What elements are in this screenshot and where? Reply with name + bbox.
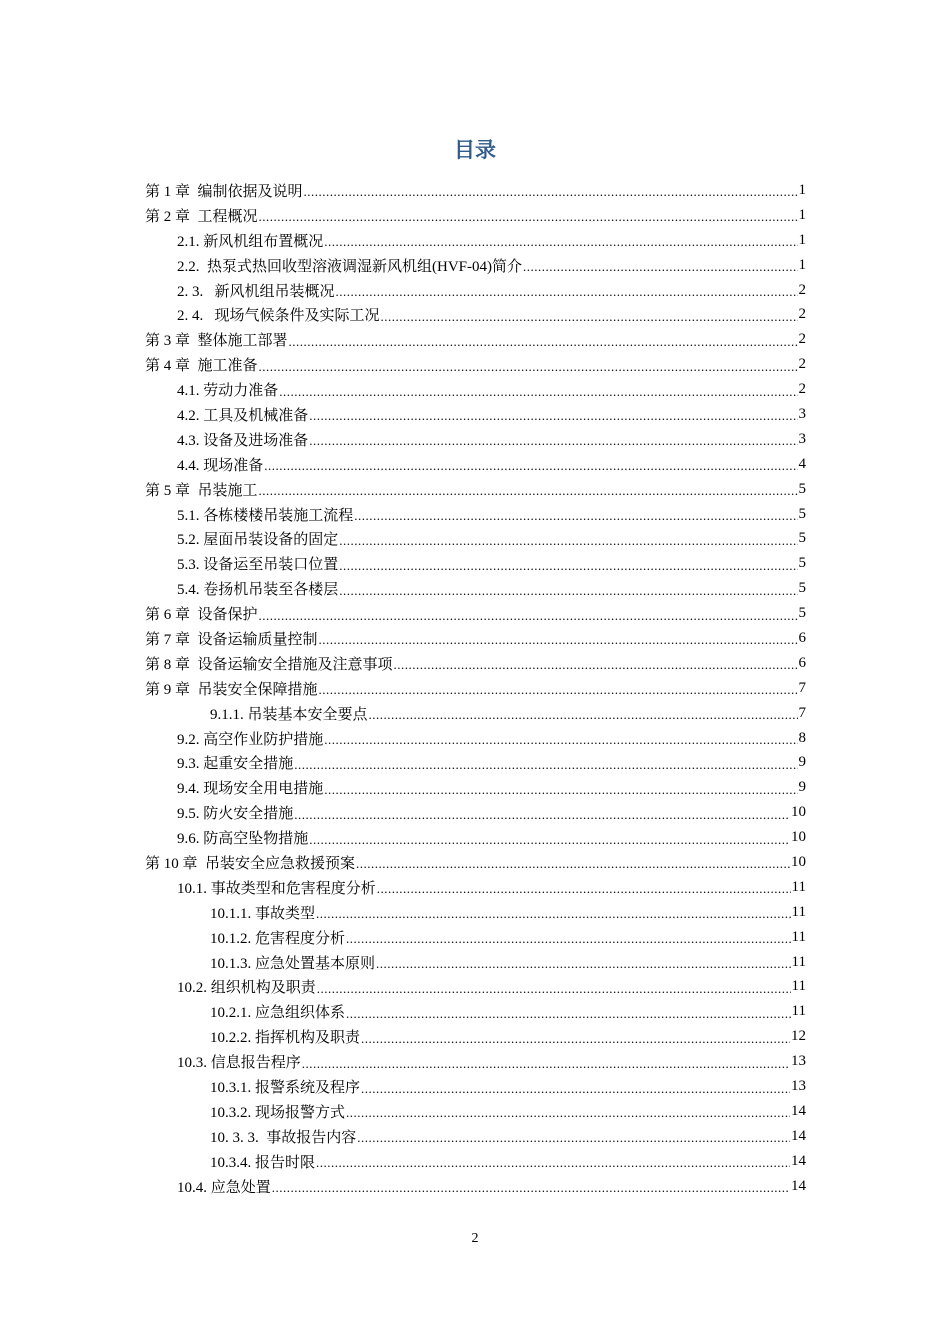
toc-entry[interactable]	[0, 875, 806, 900]
toc-entry-page: 11	[791, 953, 806, 970]
toc-entry-page: 5	[798, 555, 806, 572]
toc-entry[interactable]	[0, 651, 806, 676]
toc-entry[interactable]	[0, 975, 806, 1000]
toc-entry-page: 3	[798, 430, 806, 447]
toc-entry-label: 5.1. 各栋楼楼吊装施工流程	[177, 507, 354, 524]
toc-entry[interactable]	[0, 1049, 806, 1074]
toc-entry-page: 11	[791, 928, 806, 945]
toc-entry-page: 9	[798, 779, 806, 796]
toc-entry[interactable]	[0, 352, 806, 377]
toc-entry[interactable]	[0, 1149, 806, 1174]
toc-title: 目录	[454, 138, 496, 162]
toc-entry-label: 10.3. 信息报告程序	[177, 1055, 301, 1072]
toc-entry-page: 1	[798, 181, 806, 198]
toc-entry-label: 10.3.2. 现场报警方式	[210, 1104, 346, 1121]
toc-dot-leader	[259, 359, 798, 375]
toc-entry-label: 第 4 章 施工准备	[145, 358, 258, 375]
toc-dot-leader	[289, 334, 798, 350]
toc-entry[interactable]	[0, 626, 806, 651]
toc-entry-label: 10. 3. 3. 事故报告内容	[210, 1129, 357, 1146]
toc-entry[interactable]	[0, 178, 806, 203]
toc-entry-label: 2.2. 热泵式热回收型溶液调湿新风机组(HVF-04)简介	[177, 258, 522, 275]
toc-entry-label: 2.1. 新风机组布置概况	[177, 233, 324, 250]
toc-entry[interactable]	[0, 950, 806, 975]
toc-entry-label: 10.2.1. 应急组织体系	[210, 1005, 346, 1022]
page-number: 2	[471, 1231, 479, 1246]
toc-entry-page: 5	[798, 580, 806, 597]
toc-entry[interactable]	[0, 253, 806, 278]
toc-entry[interactable]	[0, 1074, 806, 1099]
toc-entry-page: 2	[798, 331, 806, 348]
toc-dot-leader	[339, 558, 797, 574]
toc-entry-page: 5	[798, 480, 806, 497]
toc-dot-leader	[376, 956, 791, 972]
toc-entry-label: 10.1.1. 事故类型	[210, 905, 316, 922]
toc-entry[interactable]	[0, 477, 806, 502]
toc-entry-page: 5	[798, 605, 806, 622]
toc-entry-page: 14	[791, 1127, 806, 1144]
toc-dot-leader	[381, 309, 798, 325]
toc-entry[interactable]	[0, 1124, 806, 1149]
toc-entry-label: 2. 3. 新风机组吊装概况	[177, 283, 335, 300]
toc-entry[interactable]	[0, 825, 806, 850]
toc-entry-label: 9.3. 起重安全措施	[177, 756, 294, 773]
toc-entry-label: 第 3 章 整体施工部署	[145, 333, 288, 350]
toc-list	[0, 178, 950, 1199]
toc-entry-page: 7	[798, 679, 806, 696]
toc-entry[interactable]	[0, 551, 806, 576]
toc-entry-page: 11	[791, 903, 806, 920]
toc-dot-leader	[339, 533, 797, 549]
toc-entry-label: 4.4. 现场准备	[177, 457, 264, 474]
toc-entry[interactable]	[0, 601, 806, 626]
toc-dot-leader	[361, 1081, 790, 1097]
toc-entry-label: 10.4. 应急处置	[177, 1179, 271, 1196]
toc-entry-page: 7	[798, 704, 806, 721]
toc-dot-leader	[357, 1130, 790, 1146]
toc-entry[interactable]	[0, 850, 806, 875]
toc-dot-leader	[316, 1155, 790, 1171]
toc-dot-leader	[294, 757, 797, 773]
toc-entry[interactable]	[0, 402, 806, 427]
toc-dot-leader	[304, 184, 798, 200]
toc-entry-label: 10.1.2. 危害程度分析	[210, 930, 346, 947]
toc-dot-leader	[356, 856, 790, 872]
toc-dot-leader	[324, 234, 797, 250]
toc-dot-leader	[309, 832, 790, 848]
toc-entry-page: 14	[791, 1177, 806, 1194]
toc-entry-page: 5	[798, 530, 806, 547]
toc-entry-page: 1	[798, 231, 806, 248]
toc-entry[interactable]	[0, 377, 806, 402]
toc-entry-page: 2	[798, 356, 806, 373]
toc-entry-label: 10.2.2. 指挥机构及职责	[210, 1030, 361, 1047]
toc-entry-label: 10.1.3. 应急处置基本原则	[210, 955, 376, 972]
toc-entry-page: 2	[798, 281, 806, 298]
toc-entry-label: 9.5. 防火安全措施	[177, 806, 294, 823]
toc-dot-leader	[369, 707, 798, 723]
toc-dot-leader	[319, 682, 798, 698]
toc-dot-leader	[317, 981, 791, 997]
toc-dot-leader	[394, 657, 798, 673]
toc-entry[interactable]	[0, 1099, 806, 1124]
toc-dot-leader	[324, 732, 797, 748]
toc-entry-page: 11	[791, 1003, 806, 1020]
toc-dot-leader	[309, 433, 797, 449]
toc-dot-leader	[346, 1105, 790, 1121]
toc-entry[interactable]	[0, 278, 806, 303]
toc-dot-leader	[324, 782, 797, 798]
toc-entry[interactable]	[0, 750, 806, 775]
toc-entry-page: 1	[798, 206, 806, 223]
toc-entry[interactable]	[0, 502, 806, 527]
toc-entry-page: 1	[798, 256, 806, 273]
toc-dot-leader	[354, 508, 797, 524]
toc-entry-label: 9.6. 防高空坠物措施	[177, 831, 309, 848]
toc-entry-page: 2	[798, 306, 806, 323]
toc-entry-label: 9.1.1. 吊装基本安全要点	[210, 706, 368, 723]
toc-entry[interactable]	[0, 302, 806, 327]
toc-entry[interactable]	[0, 203, 806, 228]
toc-entry[interactable]	[0, 327, 806, 352]
toc-entry[interactable]	[0, 427, 806, 452]
toc-dot-leader	[302, 1056, 790, 1072]
toc-entry-page: 13	[791, 1078, 806, 1094]
toc-dot-leader	[279, 384, 797, 400]
toc-entry[interactable]	[0, 526, 806, 551]
toc-dot-leader	[259, 209, 798, 225]
toc-dot-leader	[523, 259, 798, 275]
toc-entry[interactable]	[0, 452, 806, 477]
toc-entry[interactable]	[0, 701, 806, 726]
toc-dot-leader	[377, 881, 791, 897]
toc-entry-label: 10.3.4. 报告时限	[210, 1154, 316, 1171]
toc-entry-label: 第 9 章 吊装安全保障措施	[145, 681, 318, 698]
toc-entry-page: 12	[791, 1028, 806, 1045]
toc-entry-label: 第 6 章 设备保护	[145, 607, 258, 624]
toc-entry-page: 10	[791, 829, 806, 846]
toc-entry-label: 5.4. 卷扬机吊装至各楼层	[177, 582, 339, 599]
toc-entry[interactable]	[0, 800, 806, 825]
toc-entry-page: 9	[798, 754, 806, 771]
toc-entry-label: 第 2 章 工程概况	[145, 208, 258, 225]
toc-dot-leader	[319, 632, 798, 648]
toc-entry-page: 14	[791, 1152, 806, 1169]
toc-entry[interactable]	[0, 576, 806, 601]
toc-entry-label: 9.2. 高空作业防护措施	[177, 731, 324, 748]
toc-entry[interactable]	[0, 999, 806, 1024]
toc-entry-page: 5	[798, 505, 806, 522]
toc-entry-page: 6	[798, 654, 806, 671]
toc-entry[interactable]	[0, 925, 806, 950]
toc-entry-page: 8	[798, 729, 806, 746]
toc-entry-label: 4.1. 劳动力准备	[177, 383, 279, 400]
toc-dot-leader	[294, 807, 790, 823]
toc-entry-page: 14	[791, 1102, 806, 1119]
toc-dot-leader	[346, 1006, 791, 1022]
toc-entry-label: 第 1 章 编制依据及说明	[145, 183, 303, 200]
toc-entry[interactable]	[0, 726, 806, 751]
toc-entry[interactable]	[0, 1024, 806, 1049]
toc-entry-label: 5.2. 屋面吊装设备的固定	[177, 532, 339, 549]
toc-entry-label: 10.2. 组织机构及职责	[177, 980, 316, 997]
toc-dot-leader	[336, 284, 798, 300]
toc-entry-label: 4.3. 设备及进场准备	[177, 432, 309, 449]
toc-entry-page: 10	[791, 804, 806, 821]
toc-entry-label: 10.3.1. 报警系统及程序	[210, 1080, 361, 1096]
toc-entry-page: 13	[791, 1053, 806, 1070]
toc-dot-leader	[272, 1180, 790, 1196]
toc-entry-page: 11	[791, 878, 806, 895]
toc-entry-label: 9.4. 现场安全用电措施	[177, 781, 324, 798]
toc-dot-leader	[339, 583, 797, 599]
toc-entry-page: 3	[798, 405, 806, 422]
toc-entry-label: 第 8 章 设备运输安全措施及注意事项	[145, 656, 393, 673]
toc-dot-leader	[259, 483, 798, 499]
toc-entry[interactable]	[0, 676, 806, 701]
toc-dot-leader	[346, 931, 791, 947]
toc-entry[interactable]	[0, 900, 806, 925]
toc-dot-leader	[361, 1031, 790, 1047]
toc-entry-page: 11	[791, 978, 806, 995]
toc-dot-leader	[316, 906, 791, 922]
toc-entry-label: 10.1. 事故类型和危害程度分析	[177, 880, 376, 897]
toc-entry-label: 第 10 章 吊装安全应急救援预案	[145, 855, 356, 872]
toc-entry[interactable]	[0, 1174, 806, 1199]
toc-entry-label: 4.2. 工具及机械准备	[177, 407, 309, 424]
toc-entry-page: 6	[798, 629, 806, 646]
toc-entry-label: 2. 4. 现场气候条件及实际工况	[177, 308, 380, 325]
toc-entry-page: 2	[798, 381, 806, 398]
toc-entry-label: 第 7 章 设备运输质量控制	[145, 631, 318, 648]
toc-entry-page: 10	[791, 853, 806, 870]
toc-entry-label: 第 5 章 吊装施工	[145, 482, 258, 499]
toc-entry[interactable]	[0, 228, 806, 253]
toc-entry-page: 4	[798, 455, 806, 472]
toc-entry-label: 5.3. 设备运至吊装口位置	[177, 557, 339, 574]
toc-dot-leader	[309, 408, 797, 424]
toc-dot-leader	[259, 608, 798, 624]
toc-dot-leader	[264, 458, 797, 474]
toc-entry[interactable]	[0, 775, 806, 800]
